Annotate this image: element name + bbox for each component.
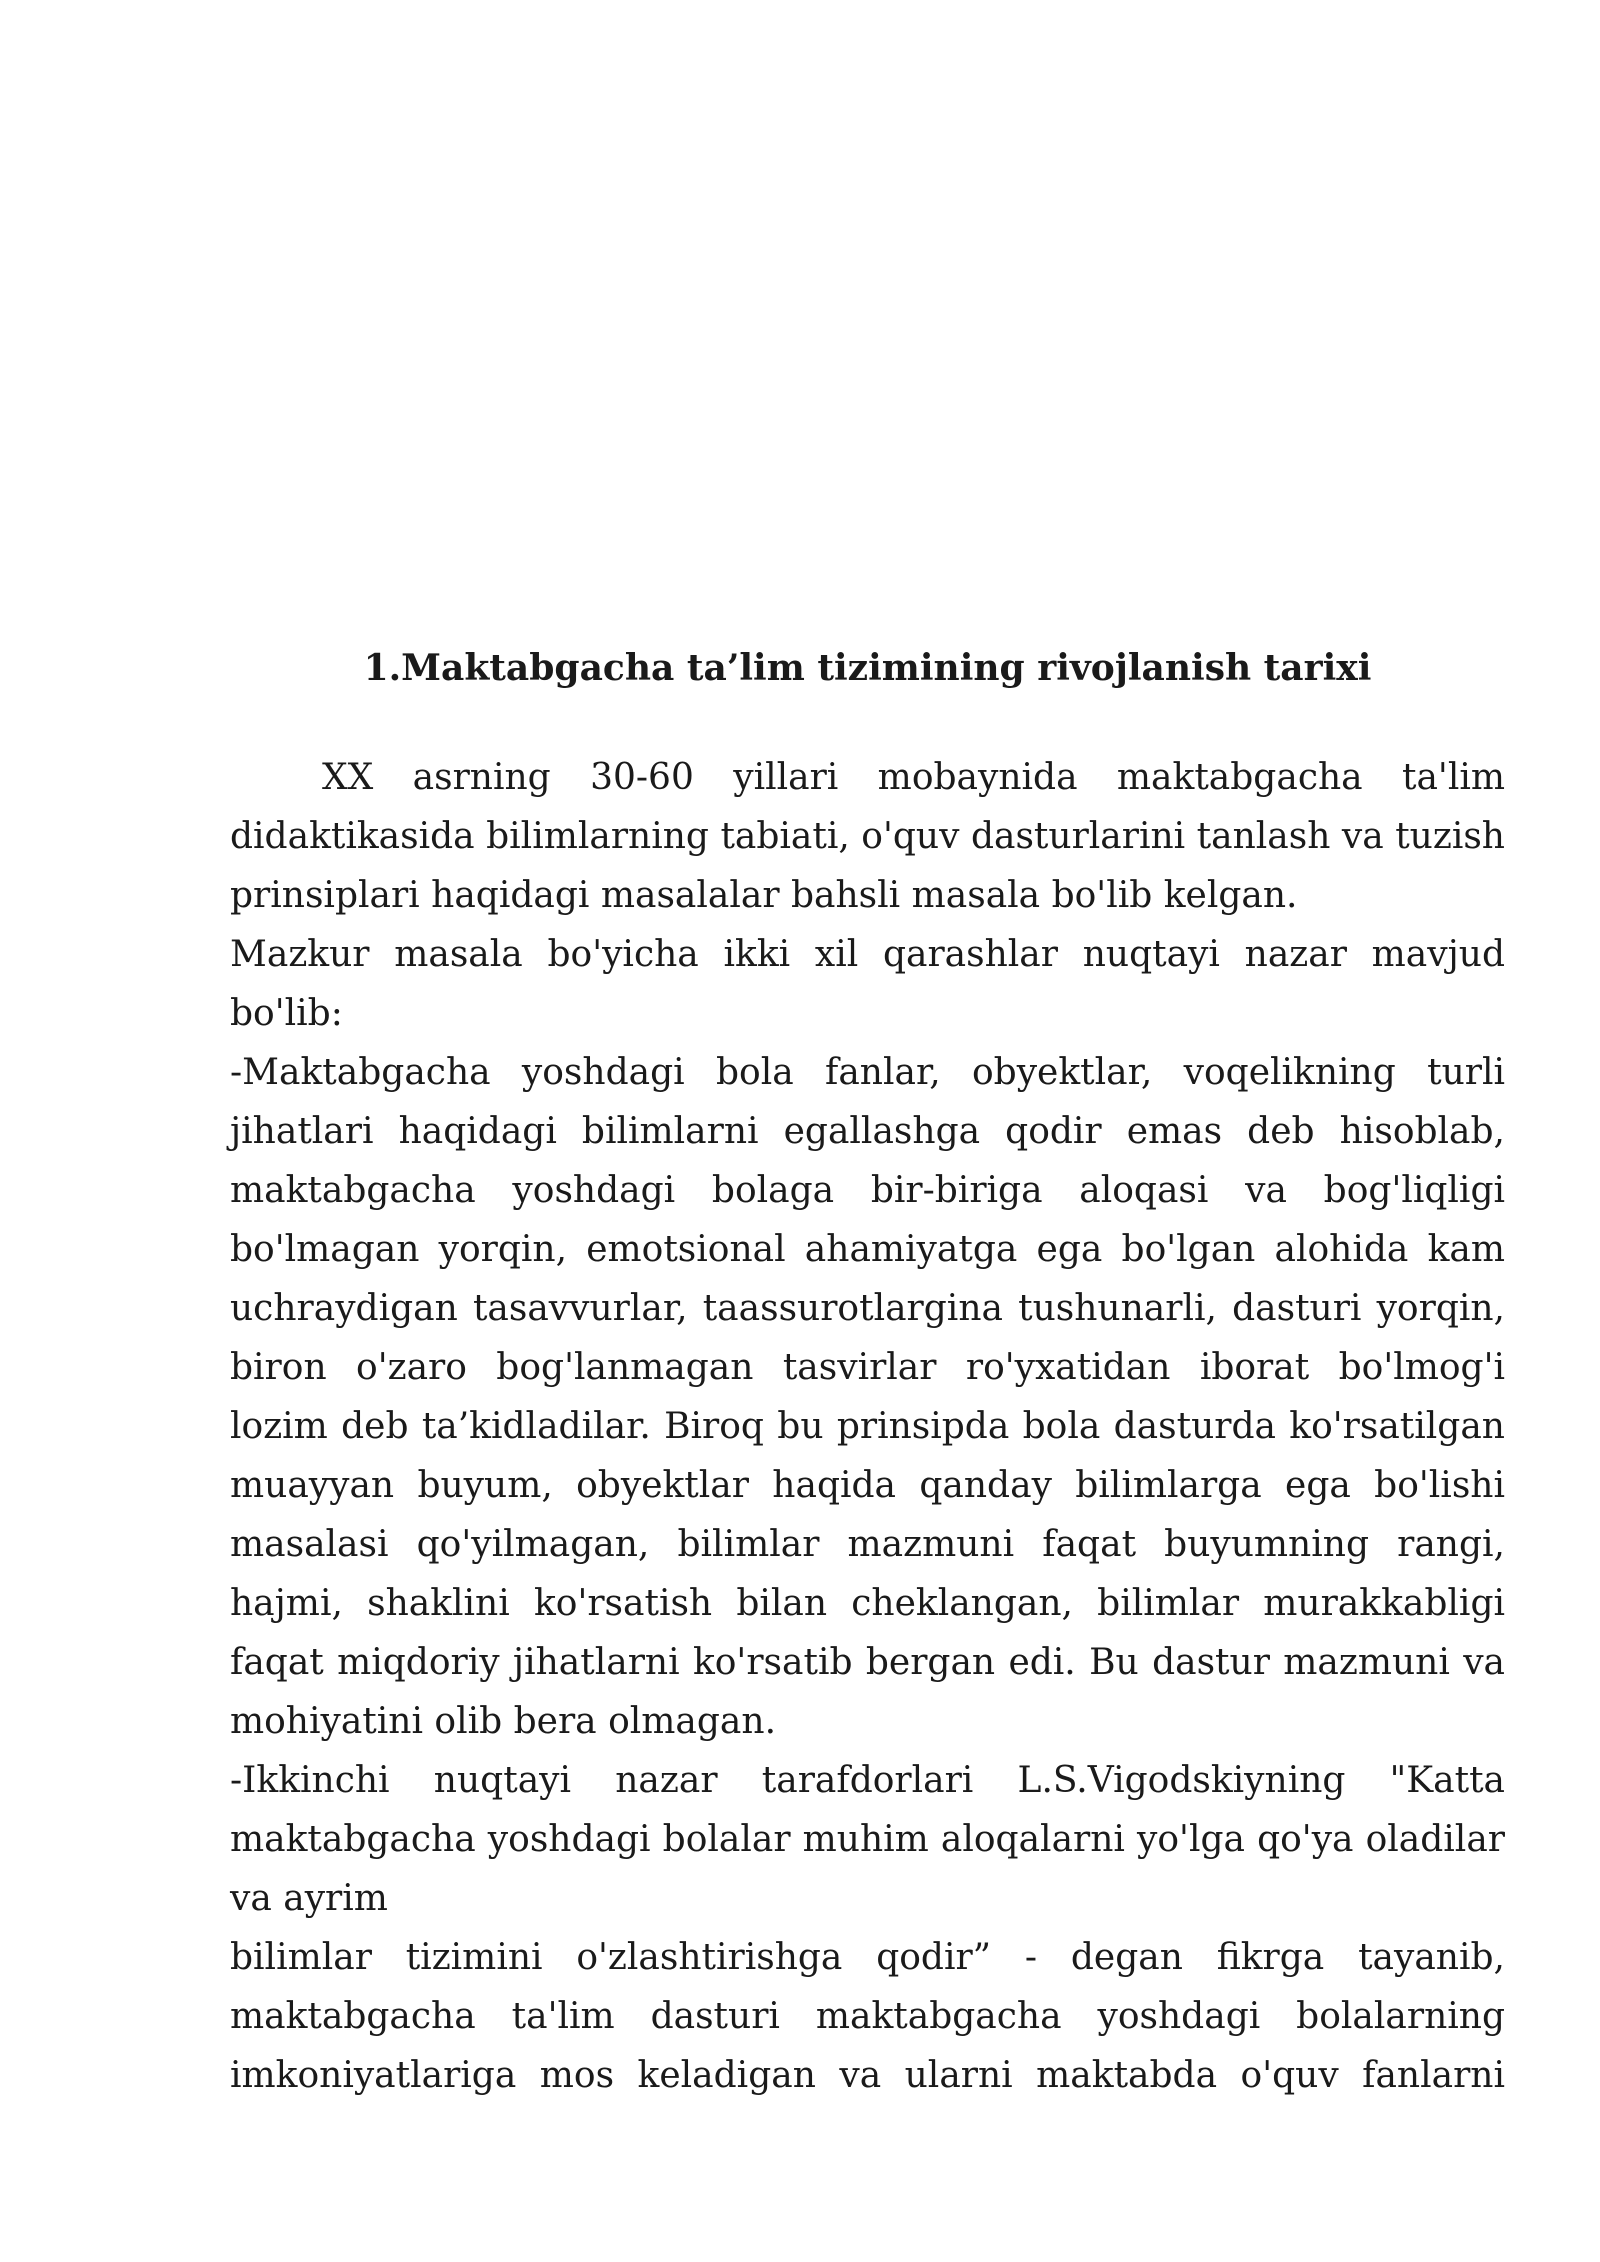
- paragraph-continuation: bilimlar tizimini o'zlashtirishga qodir” - degan fikrga tayanib, maktabgacha ta'lim dasturi maktabgacha yoshdagi bolalarning imkoniyatlariga mos keladigan va ularni maktabda o'quv fanlarni: [230, 1937, 1505, 2096]
- paragraph-views: Mazkur masala bo'yicha ikki xil qarashlar nuqtayi nazar mavjud bo'lib:: [230, 934, 1505, 1034]
- paragraph-first-view: -Maktabgacha yoshdagi bola fanlar, obyektlar, voqelikning turli jihatlari haqidagi bilimlarni egallashga qodir emas deb hisoblab, maktabgacha yoshdagi bolaga bir-biriga aloqasi va bog'liqligi bo'lmagan yorqin, emotsional ahamiyatga ega bo'lgan alohida kam uchraydigan tasavvurlar, taassurotlargina tushunarli, dasturi yorqin, biron o'zaro bog'lanmagan tasvirlar ro'yxatidan iborat bo'lmog'i lozim deb ta’kidladilar. Biroq bu prinsipda bola dasturda ko'rsatilgan muayyan buyum, obyektlar haqida qanday bilimlarga ega bo'lishi masalasi qo'yilmagan, bilimlar mazmuni faqat buyumning rangi, hajmi, shaklini ko'rsatish bilan cheklangan, bilimlar murakkabligi faqat miqdoriy jihatlarni ko'rsatib bergan edi. Bu dastur mazmuni va mohiyatini olib bera olmagan.: [230, 1052, 1505, 1742]
- paragraph-intro: XX asrning 30-60 yillari mobaynida maktabgacha ta'lim didaktikasida bilimlarning tabiati, o'quv dasturlarini tanlash va tuzish prinsiplari haqidagi masalalar bahsli masala bo'lib kelgan.: [230, 757, 1505, 916]
- section-heading: 1.Maktabgacha ta’lim tizimining rivojlanish tarixi: [363, 647, 1372, 689]
- document-page: [230, 640, 1505, 2105]
- paragraph-second-view: -Ikkinchi nuqtayi nazar tarafdorlari L.S.Vigodskiyning "Katta maktabgacha yoshdagi bolalar muhim aloqalarni yo'lga qo'ya oladilar va ayrim: [230, 1760, 1505, 1919]
